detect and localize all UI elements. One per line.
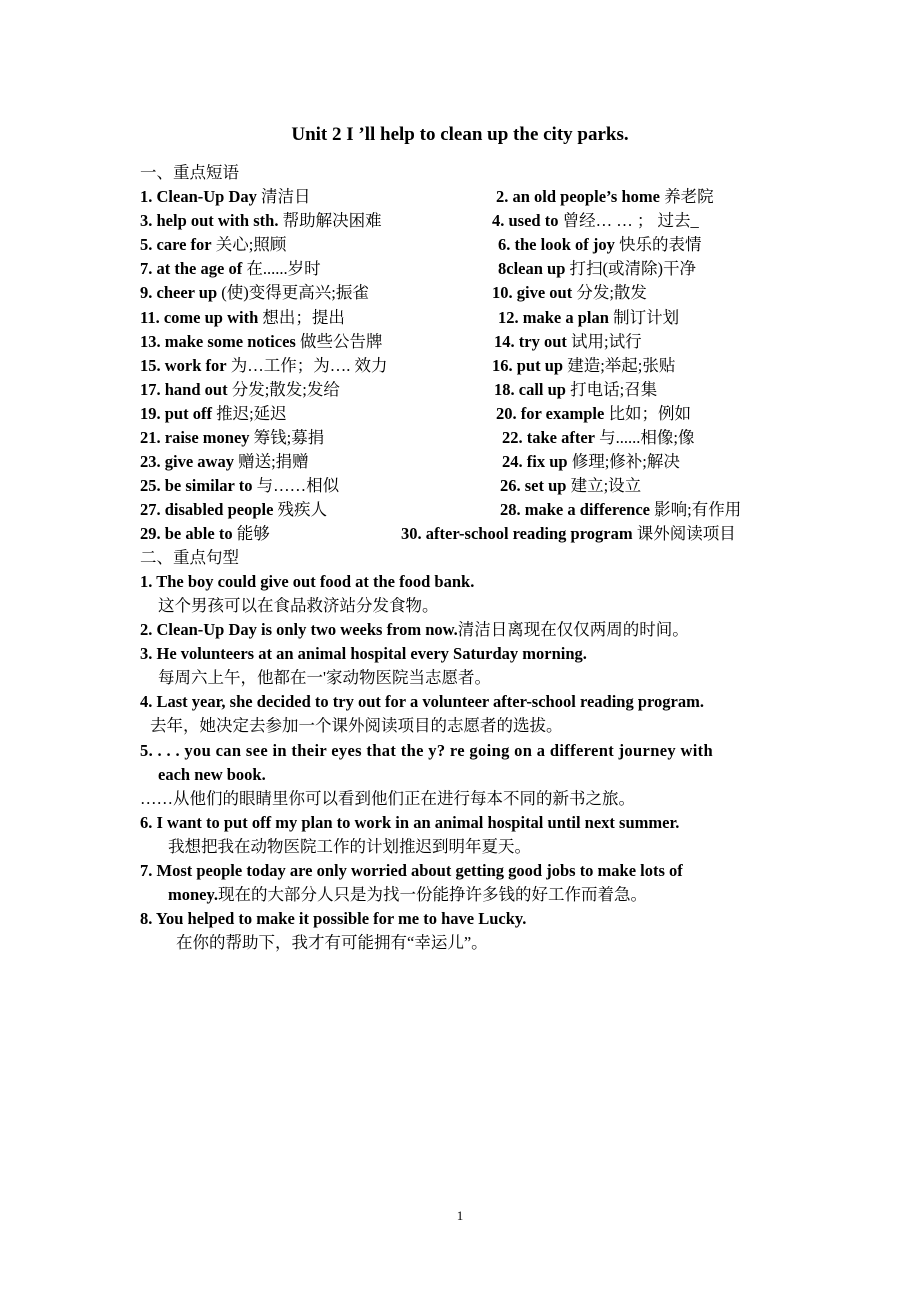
phrase-en: 2. an old people’s home [496,187,660,206]
sentence-6-en: 6. I want to put off my plan to work in an animal hospital until next summer. [140,813,680,832]
sentence-2 [140,619,689,641]
phrase-item [498,258,696,280]
phrase-zh: 筹钱;募捐 [253,428,325,447]
phrase-zh: 曾经… … ； 过去_ [562,211,699,230]
phrase-en: 12. make a plan [498,308,609,327]
phrase-item [140,307,345,329]
phrase-item [494,331,642,353]
phrase-en: 10. give out [492,283,573,302]
phrase-item [140,186,311,208]
phrase-item [140,258,321,280]
phrase-en: 19. put off [140,404,212,423]
phrase-zh: 影响;有作用 [654,500,742,519]
phrase-zh: 修理;修补;解决 [571,452,680,471]
phrase-zh: 快乐的表情 [619,235,702,254]
phrase-en: 8clean up [498,259,566,278]
page-title: Unit 2 I ’ll help to clean up the city parks. [291,124,629,145]
phrase-zh: 比如；例如 [608,404,691,423]
phrase-zh: 在......岁时 [246,259,321,278]
phrase-item [140,403,287,425]
phrase-en: 13. make some notices [140,332,296,351]
phrase-zh: 试用;试行 [571,332,642,351]
sentence-7-en: 7. Most people today are only worried about getting good jobs to make lots of [140,861,683,880]
phrase-item [140,379,340,401]
phrase-en: 9. cheer up [140,283,218,302]
page-number: 1 [456,1208,464,1223]
phrase-en: 17. hand out [140,380,228,399]
phrase-en: 27. disabled people [140,500,274,519]
phrase-zh: 养老院 [664,187,714,206]
phrase-en: 21. raise money [140,428,250,447]
phrase-item [140,427,324,449]
phrase-item [498,234,702,256]
phrase-zh: 关心;照顾 [215,235,287,254]
phrase-item [140,355,387,377]
phrase-en: 26. set up [500,476,567,495]
phrase-en: 24. fix up [502,452,568,471]
phrase-zh: (使)变得更高兴;振雀 [221,283,369,302]
phrase-en: 6. the look of joy [498,235,615,254]
phrase-item [492,282,647,304]
phrase-item [500,475,641,497]
phrase-item [492,210,699,232]
phrase-en: 4. used to [492,211,559,230]
sentence-5-en: 5. . . . you can see in their eyes that the y? re going on a different journey with [140,741,714,760]
section-heading-phrases: 一、重点短语 [140,163,239,182]
phrase-item [492,355,675,377]
phrase-item [140,234,286,256]
sentence-7-zh: 现在的大部分人只是为找一份能挣许多钱的好工作而着急。 [217,885,647,904]
phrase-item [140,499,327,521]
phrase-zh: 建立;设立 [570,476,642,495]
phrase-item [401,523,736,545]
phrase-en: 23. give away [140,452,234,471]
sentence-6-zh: 我想把我在动物医院工作的计划推迟到明年夏天。 [168,837,531,856]
sentence-7-cont [168,884,647,906]
phrase-zh: 赠送;捐赠 [238,452,309,471]
sentence-1-en: 1. The boy could give out food at the food bank. [140,572,475,591]
phrase-item [140,282,369,304]
phrase-zh: 分发;散发 [576,283,647,302]
phrase-item [140,210,382,232]
phrase-en: 5. care for [140,235,212,254]
sentence-3-zh: 每周六上午，他都在一'家动物医院当志愿者。 [158,668,491,687]
phrase-en: 11. come up with [140,308,259,327]
sentence-8-en: 8. You helped to make it possible for me to have Lucky. [140,909,527,928]
sentence-1-zh: 这个男孩可以在食品救济站分发食物。 [158,596,439,615]
phrase-item [140,331,382,353]
phrase-zh: 能够 [236,524,270,543]
sentence-5-en-cont: each new book. [158,765,266,784]
phrase-item [140,475,339,497]
phrase-zh: 建造;举起;张贴 [567,356,676,375]
phrase-item [140,451,309,473]
phrase-item [502,427,694,449]
phrase-zh: 帮助解决困难 [282,211,382,230]
phrase-en: 14. try out [494,332,567,351]
phrase-zh: 残疾人 [277,500,328,519]
phrase-zh: 打电话;召集 [570,380,658,399]
sentence-7-en-cont: money. [168,885,218,904]
phrase-item [494,379,657,401]
phrase-item [502,451,680,473]
phrase-en: 28. make a difference [500,500,650,519]
phrase-en: 22. take after [502,428,596,447]
phrase-en: 20. for example [496,404,605,423]
phrase-zh: 分发;散发;发给 [231,380,340,399]
phrase-zh: 想出；提出 [262,308,345,327]
phrase-en: 3. help out with sth. [140,211,279,230]
phrase-zh: 为…工作；为…. 效力 [230,356,388,375]
phrase-zh: 与......相像;像 [599,428,695,447]
sentence-4-en: 4. Last year, she decided to try out for a volunteer after-school reading program. [140,692,704,711]
phrase-zh: 与……相似 [256,476,340,495]
phrase-zh: 清洁日 [261,187,311,206]
phrase-item [496,186,714,208]
sentence-2-zh: 清洁日离现在仅仅两周的时间。 [457,620,689,639]
phrase-zh: 制订计划 [613,308,680,327]
phrase-en: 18. call up [494,380,566,399]
phrase-en: 30. after-school reading program [401,524,633,543]
phrase-en: 1. Clean-Up Day [140,187,257,206]
phrase-zh: 打扫(或清除)干净 [569,259,697,278]
sentence-3-en: 3. He volunteers at an animal hospital every Saturday morning. [140,644,587,663]
phrase-item [498,307,679,329]
sentence-8-zh: 在你的帮助下，我才有可能拥有“幸运儿”。 [176,933,488,952]
phrase-item [496,403,691,425]
phrase-item [140,523,270,545]
phrase-en: 25. be similar to [140,476,253,495]
phrase-item [500,499,741,521]
phrase-en: 29. be able to [140,524,233,543]
phrase-zh: 推迟;延迟 [216,404,287,423]
sentence-5-zh: ……从他们的眼睛里你可以看到他们正在进行每本不同的新书之旅。 [140,789,635,808]
sentence-2-en: 2. Clean-Up Day is only two weeks from now. [140,620,458,639]
phrase-zh: 做些公告牌 [299,332,383,351]
phrase-en: 16. put up [492,356,564,375]
phrase-zh: 课外阅读项目 [636,524,736,543]
phrase-en: 7. at the age of [140,259,243,278]
phrase-en: 15. work for [140,356,227,375]
sentence-4-zh: 去年，她决定去参加一个课外阅读项目的志愿者的选拔。 [150,716,563,735]
section-heading-sentences: 二、重点句型 [140,548,239,567]
